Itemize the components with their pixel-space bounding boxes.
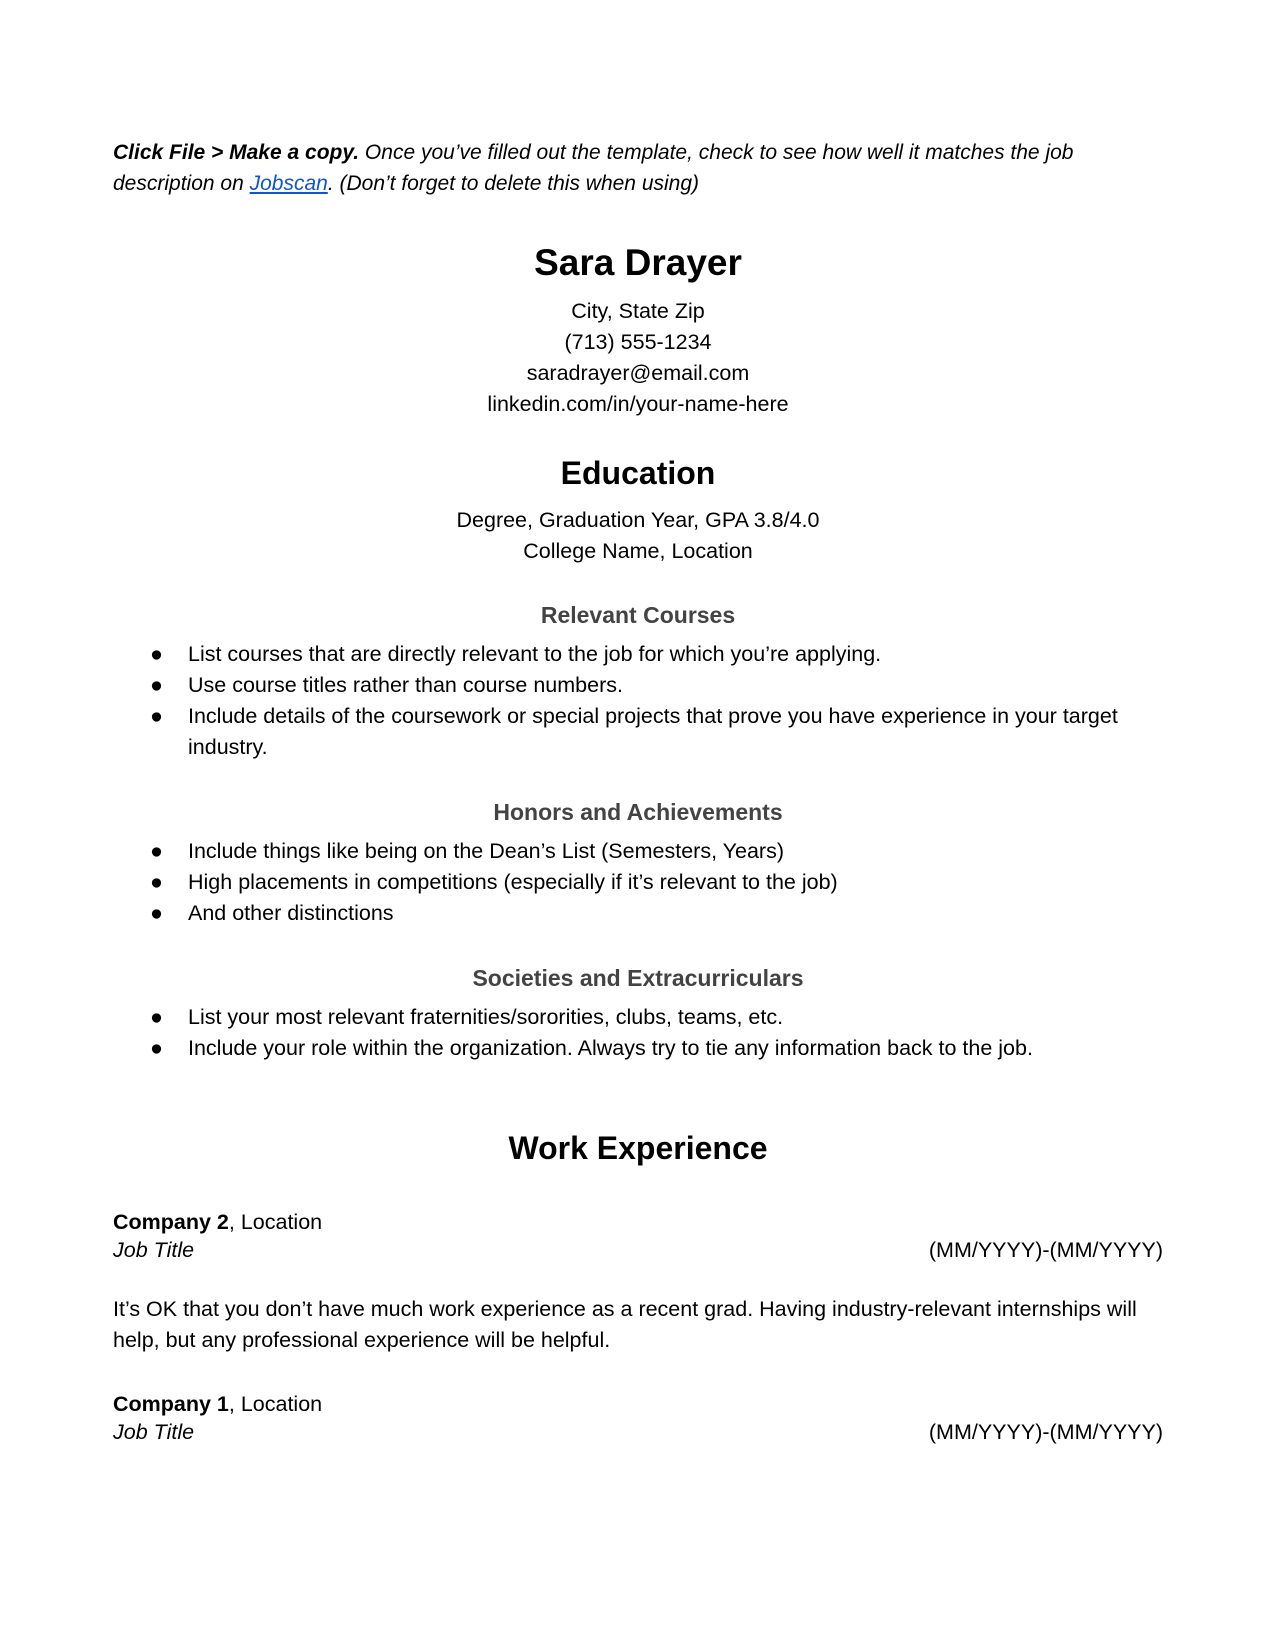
job-location: , Location bbox=[228, 1210, 323, 1234]
honors-list bbox=[113, 836, 1163, 929]
list-item-text: Include things like being on the Dean’s List (Semesters, Years) bbox=[188, 839, 784, 863]
list-item-text: Include details of the coursework or special projects that prove you have experience in your target industry. bbox=[188, 704, 1118, 759]
contact-email: saradrayer@email.com bbox=[526, 361, 750, 385]
instructions-bold: Click File > Make a copy. bbox=[113, 141, 360, 164]
relevant-courses-heading: Relevant Courses bbox=[540, 602, 736, 628]
list-item bbox=[113, 836, 1163, 867]
bullet-icon: ● bbox=[150, 642, 163, 666]
job-entry bbox=[113, 1208, 1163, 1264]
education-details bbox=[113, 505, 1163, 567]
contact-linkedin: linkedin.com/in/your-name-here bbox=[487, 392, 789, 416]
education-heading: Education bbox=[560, 455, 716, 491]
bullet-icon: ● bbox=[150, 1036, 163, 1060]
list-item bbox=[113, 898, 1163, 929]
list-item-text: Include your role within the organization. Always try to tie any information back to the job. bbox=[188, 1036, 1033, 1060]
list-item bbox=[113, 1002, 1163, 1033]
list-item bbox=[113, 867, 1163, 898]
job-title-row bbox=[113, 1418, 1163, 1446]
resume-page bbox=[113, 137, 1163, 1446]
job-title: Job Title bbox=[113, 1420, 195, 1444]
bullet-icon: ● bbox=[150, 1005, 163, 1029]
list-item-text: High placements in competitions (especially if it’s relevant to the job) bbox=[188, 870, 838, 894]
candidate-name: Sara Drayer bbox=[534, 242, 742, 283]
college-line: College Name, Location bbox=[523, 539, 753, 563]
template-instructions bbox=[113, 137, 1163, 199]
bullet-icon: ● bbox=[150, 901, 163, 925]
contact-location: City, State Zip bbox=[571, 299, 705, 323]
bullet-icon: ● bbox=[150, 673, 163, 697]
job-company: Company 2 bbox=[113, 1210, 229, 1234]
instructions-text: Once you’ve filled out the template, check to see how well it matches the job description on bbox=[113, 141, 1074, 195]
list-item bbox=[113, 701, 1163, 763]
societies-heading: Societies and Extracurriculars bbox=[472, 965, 804, 991]
job-dates: (MM/YYYY)-(MM/YYYY) bbox=[928, 1420, 1163, 1444]
list-item bbox=[113, 639, 1163, 670]
job-company: Company 1 bbox=[113, 1392, 229, 1416]
job-company-line bbox=[113, 1208, 1163, 1236]
contact-phone: (713) 555-1234 bbox=[564, 330, 712, 354]
job-dates: (MM/YYYY)-(MM/YYYY) bbox=[928, 1238, 1163, 1262]
job-location: , Location bbox=[228, 1392, 323, 1416]
list-item bbox=[113, 670, 1163, 701]
societies-list bbox=[113, 1002, 1163, 1064]
job-title-row bbox=[113, 1236, 1163, 1264]
job-entry bbox=[113, 1390, 1163, 1446]
list-item-text: List courses that are directly relevant to the job for which you’re applying. bbox=[188, 642, 882, 666]
list-item bbox=[113, 1033, 1163, 1064]
bullet-icon: ● bbox=[150, 839, 163, 863]
honors-heading: Honors and Achievements bbox=[493, 799, 783, 825]
jobscan-link[interactable]: Jobscan bbox=[249, 172, 328, 195]
list-item-text: And other distinctions bbox=[188, 901, 394, 925]
degree-line: Degree, Graduation Year, GPA 3.8/4.0 bbox=[456, 508, 820, 532]
contact-block bbox=[113, 296, 1163, 420]
list-item-text: List your most relevant fraternities/sororities, clubs, teams, etc. bbox=[188, 1005, 784, 1029]
job-title: Job Title bbox=[113, 1238, 195, 1262]
list-item-text: Use course titles rather than course numbers. bbox=[188, 673, 623, 697]
instructions-text-end: . (Don’t forget to delete this when using) bbox=[327, 172, 700, 195]
work-note: It’s OK that you don’t have much work experience as a recent grad. Having industry-relevant internships will help, but any professional experience will be helpful. bbox=[113, 1297, 1137, 1352]
bullet-icon: ● bbox=[150, 870, 163, 894]
relevant-courses-list bbox=[113, 639, 1163, 763]
bullet-icon: ● bbox=[150, 704, 163, 728]
work-experience-heading: Work Experience bbox=[508, 1130, 768, 1166]
job-company-line bbox=[113, 1390, 1163, 1418]
